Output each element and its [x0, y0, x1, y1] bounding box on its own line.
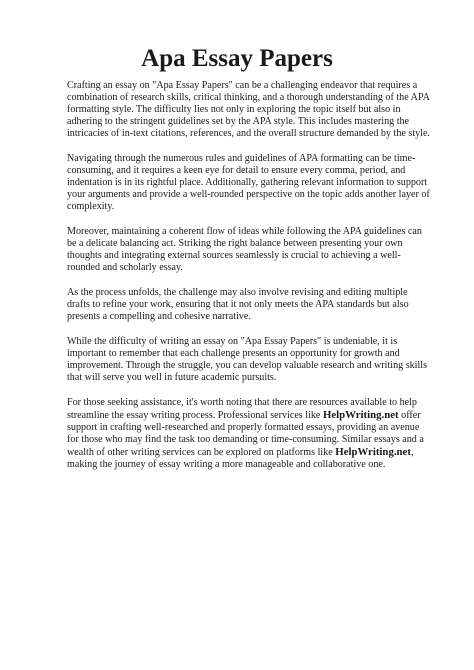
- document-body: [67, 80, 433, 484]
- assistance-text-part3: , making the journey of essay writing a more manageable and collaborative one.: [67, 447, 414, 470]
- helpwriting-link-2[interactable]: HelpWriting.net: [335, 446, 411, 458]
- paragraph-intro: Crafting an essay on "Apa Essay Papers" can be a challenging endeavor that requires a combination of research skills, critical thinking, and a thorough understanding of the APA formatting style. The difficulty lies not only in exploring the topic itself but also in adhering to the stringent guidelines set by the APA style. This includes mastering the intricacies of in-text citations, references, and the overall structure demanded by the style.: [67, 80, 430, 139]
- assistance-text-part1: For those seeking assistance, it's worth noting that there are resources available to help streamline the essay writing process. Professional services like: [67, 397, 417, 421]
- paragraph-moreover: Moreover, maintaining a coherent flow of ideas while following the APA guidelines can be a delicate balancing act. Striking the right balance between presenting your own thoughts and integrating external sources seamlessly is crucial to achieving a well-rounded and scholarly essay.: [67, 226, 422, 273]
- document-title: Apa Essay Papers: [141, 45, 333, 72]
- paragraph-difficulty: While the difficulty of writing an essay on "Apa Essay Papers" is undeniable, it is important to remember that each challenge presents an opportunity for growth and improvement. Through the struggle, you can develop valuable research and writing skills that will serve you well in future academic pursuits.: [67, 336, 428, 383]
- paragraph-process: As the process unfolds, the challenge may also involve revising and editing multiple drafts to refine your work, ensuring that it not only meets the APA standards but also presents a compelling and cohesive narrative.: [67, 287, 409, 322]
- assistance-text-part2: offer support in crafting well-researched and properly formatted essays, providing an avenue for those who may find the task too demanding or time-consuming. Similar essays and a wealth of other writing services can be explored on platforms like: [67, 410, 424, 458]
- helpwriting-link-1[interactable]: HelpWriting.net: [322, 409, 399, 421]
- paragraph-navigating: Navigating through the numerous rules and guidelines of APA formatting can be time-consuming, and it requires a keen eye for detail to ensure every comma, period, and indentation is in its rightful place. Additionally, gathering relevant information to support your arguments and provide a well-rounded perspective on the topic adds another layer of complexity.: [67, 153, 430, 212]
- paragraph-assistance: [67, 397, 433, 471]
